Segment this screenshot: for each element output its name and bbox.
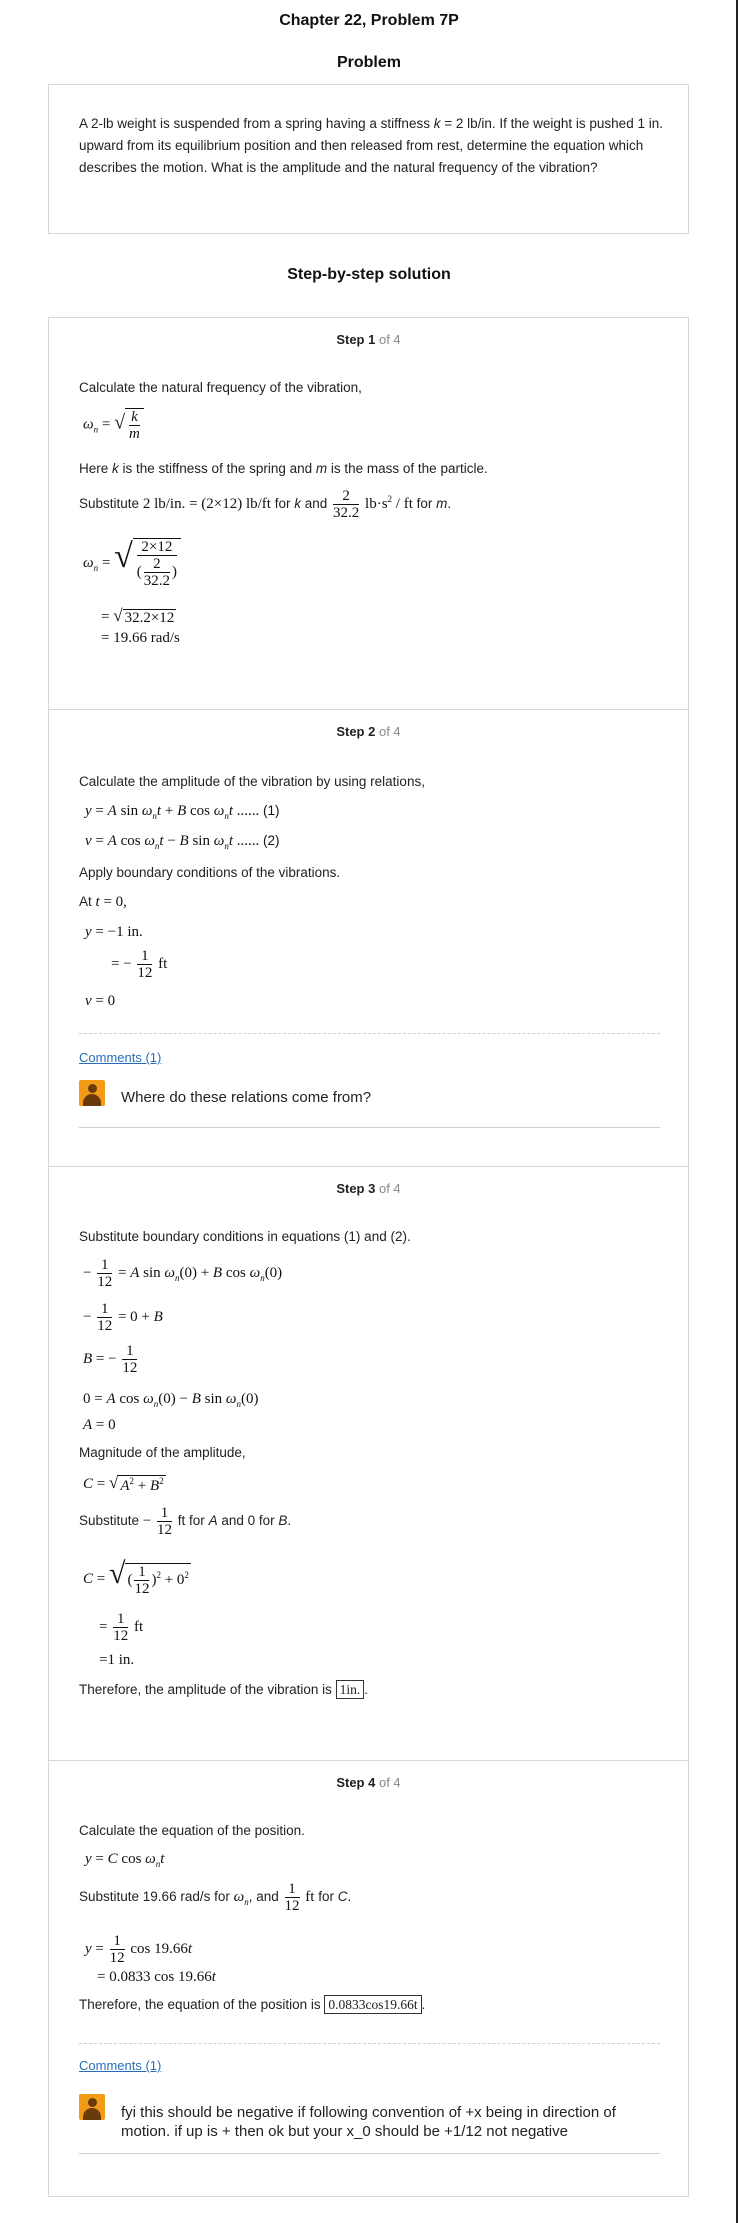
b-value: B = − $\frac{1}{12}$	[83, 1343, 138, 1376]
amplitude-formula: C = √ $A^2 + B^2$	[83, 1473, 164, 1494]
user-avatar-icon	[79, 2094, 105, 2120]
step-4-text: Calculate the equation of the position.	[79, 1823, 305, 1838]
bc-y: y = −1 in.	[85, 924, 143, 940]
page-title: Chapter 22, Problem 7P	[279, 12, 459, 29]
step-1-here: Here k is the stiffness of the spring and m is the mass of the particle.	[79, 461, 488, 476]
omega-formula: $\omega_n$ = √ $\frac{k}{m}$	[83, 408, 144, 442]
position-calc: y = $\frac{1}{12}$ cos 19.66t	[85, 1933, 193, 1966]
sub-eq-1: − $\frac{1}{12}$ = A $\sin \omega_n(0) + B$ $\cos \omega_n(0)$	[83, 1257, 283, 1290]
comment-text: fyi this should be negative if following convention of +x being in direction of motion. if up is + then ok but your x_0 should be +1/12 not negative	[121, 2104, 616, 2140]
comments-link[interactable]: Comments (1)	[79, 2058, 162, 2073]
problem-text: A 2-lb weight is suspended from a spring having a stiffness k = 2 lb/in. If the weight is pushed 1 in. upward from its equilibrium position and then released from rest, determine the equation which describes the motion. What is the amplitude and the natural frequency of the vibration?	[79, 116, 663, 175]
step-3-substitute: Substitute − $\frac{1}{12}$ ft for A and 0 for B.	[79, 1505, 292, 1538]
omega-calc-2: = √ 32.2×12	[101, 606, 175, 626]
step-3-box	[48, 1166, 689, 1761]
position-answer: 0.0833cos19.66t	[324, 1995, 421, 2014]
problem-heading: Problem	[336, 54, 401, 71]
position-formula: y = C $\cos \omega_nt$	[85, 1851, 165, 1869]
comment-divider	[79, 1127, 660, 1128]
omega-calc: $\omega_n$ = √ 2×12 ( $\frac{2}{32.2}$ )	[83, 538, 181, 589]
step-3-conclusion: Therefore, the amplitude of the vibration is 1in. .	[79, 1682, 369, 1697]
step-2-at: At t = 0,	[79, 894, 127, 910]
step-4-box	[48, 1760, 689, 2197]
omega-result: = 19.66 rad/s	[101, 630, 180, 646]
step-1-header: Step 1 of 4	[336, 332, 401, 347]
divider	[79, 2043, 660, 2044]
step-1-substitute: Substitute 2 lb/in. = (2×12) lb/ft for k and $\frac{2}{32.2}$ $lb\cdot s^2$ / ft for m.	[79, 488, 452, 521]
step-1-box	[48, 317, 689, 710]
problem-box	[48, 84, 689, 234]
bc-y-ft: = − $\frac{1}{12}$ ft	[111, 948, 168, 981]
comments-link[interactable]: Comments (1)	[79, 1050, 162, 1065]
step-3-text: Substitute boundary conditions in equations (1) and (2).	[79, 1229, 411, 1244]
step-4-conclusion: Therefore, the equation of the position is 0.0833cos19.66t .	[79, 1997, 426, 2012]
sub-eq-2: − $\frac{1}{12}$ = 0 + B	[83, 1301, 163, 1334]
relation-2: v = A $\cos \omega_nt - B$ $\sin \omega_nt$ ...... (2)	[85, 833, 280, 851]
bc-v: v = 0	[85, 993, 116, 1009]
divider	[79, 1033, 660, 1034]
step-2-header: Step 2 of 4	[336, 724, 401, 739]
sub-eq-3: 0 = A $\cos \omega_n(0) - B$ $\sin \omega_n(0)$	[83, 1391, 259, 1409]
a-value: A = 0	[83, 1417, 116, 1433]
step-3-magnitude: Magnitude of the amplitude,	[79, 1445, 246, 1460]
step-2-text: Calculate the amplitude of the vibration by using relations,	[79, 774, 425, 789]
step-2-box	[48, 709, 689, 1167]
step-1-text: Calculate the natural frequency of the vibration,	[79, 380, 362, 395]
position-result: = 0.0833 cos 19.66t	[97, 1969, 216, 1985]
relation-1: y = A $\sin \omega_nt + B$ $\cos \omega_nt$ ...... (1)	[85, 803, 280, 821]
comment-divider	[79, 2153, 660, 2154]
amplitude-ft: = $\frac{1}{12}$ ft	[99, 1611, 144, 1644]
amplitude-calc: C = √ ( $\frac{1}{12}$ )$^2 + 0^2$	[83, 1557, 189, 1597]
step-4-substitute: Substitute 19.66 rad/s for $\omega_n$, and $\frac{1}{12}$ ft for C.	[79, 1881, 352, 1914]
user-avatar-icon	[79, 1080, 105, 1106]
amplitude-in: =1 in.	[99, 1652, 135, 1668]
step-3-header: Step 3 of 4	[336, 1181, 401, 1196]
solution-heading: Step-by-step solution	[287, 266, 451, 283]
comment-text: Where do these relations come from?	[121, 1089, 372, 1106]
step-4-header: Step 4 of 4	[336, 1775, 401, 1790]
step-2-bc: Apply boundary conditions of the vibrations.	[79, 865, 341, 880]
amplitude-answer: 1in.	[336, 1680, 365, 1699]
